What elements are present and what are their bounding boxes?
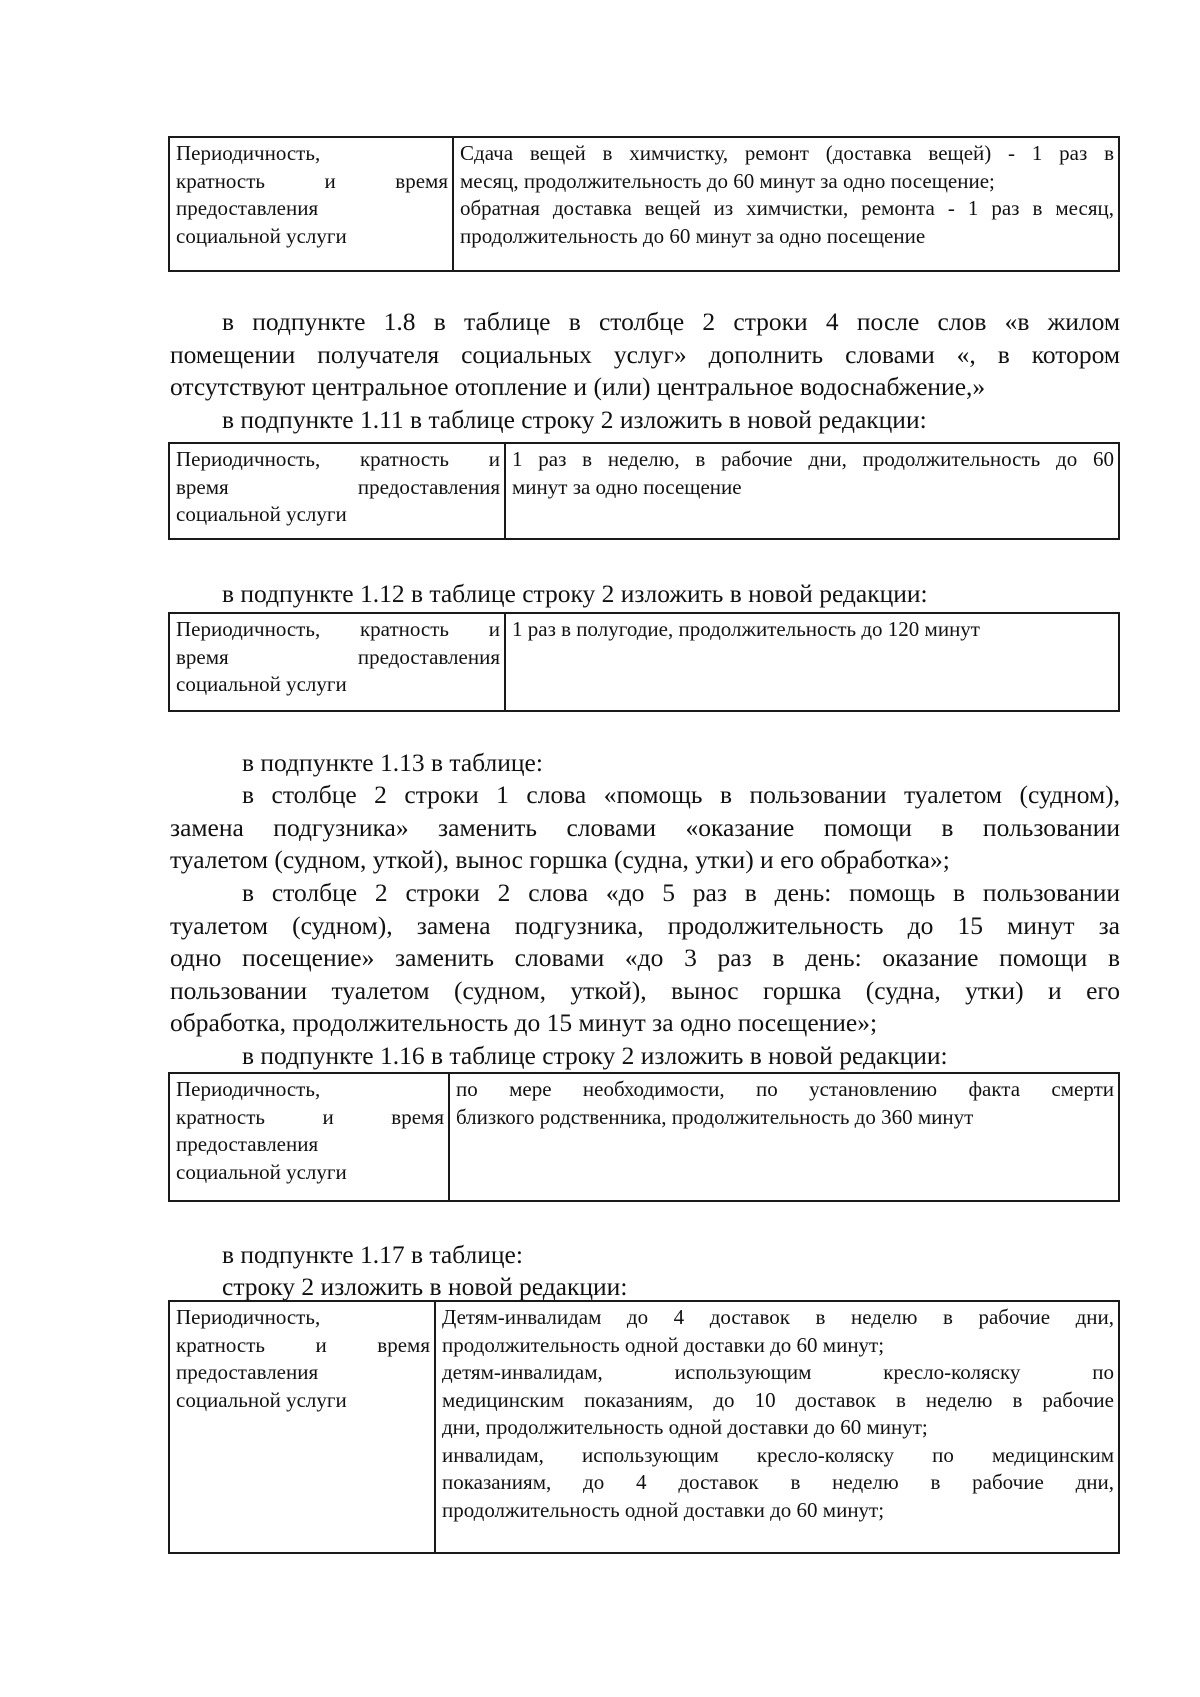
text-line: туалетом (судном), замена подгузника, продолжительность до 15 минут за: [170, 910, 1120, 940]
label-line: социальной услуги: [176, 223, 347, 248]
label-line: кратность и время: [176, 168, 448, 193]
value-line: инвалидам, использующим кресло-коляску по медицинским: [442, 1442, 1114, 1467]
label-line: кратность и время: [176, 1104, 444, 1129]
paragraph-1-12: в подпункте 1.12 в таблице строку 2 изложить в новой редакции:: [222, 579, 928, 608]
label-line: Периодичность, кратность и: [176, 617, 500, 641]
paragraph-1-13-row1: [170, 779, 1120, 877]
text-line: пользовании туалетом (судном, уткой), вынос горшка (судна, утки) и его: [170, 975, 1120, 1005]
label-line: Периодичность,: [176, 141, 321, 165]
text-line: в столбце 2 строки 1 слова «помощь в пользовании туалетом (судном),: [242, 780, 1120, 809]
paragraph-1-11: в подпункте 1.11 в таблице строку 2 изложить в новой редакции:: [222, 405, 927, 434]
table-3: [168, 612, 1120, 712]
table-3-value-cell: [505, 613, 1119, 711]
table-2-label-cell: [169, 443, 505, 539]
paragraph-1-17-row2: строку 2 изложить в новой редакции:: [222, 1272, 628, 1301]
table-4: [168, 1072, 1120, 1202]
label-line: предоставления: [176, 1360, 319, 1384]
table-5-label-cell: [169, 1301, 435, 1553]
value-line: месяц, продолжительность до 60 минут за одно посещение;: [460, 168, 995, 193]
paragraph-1-16: в подпункте 1.16 в таблице строку 2 изложить в новой редакции:: [242, 1041, 948, 1070]
label-line: социальной услуги: [176, 502, 347, 526]
value-line: обратная доставка вещей из химчистки, ремонта - 1 раз в месяц,: [460, 196, 1114, 220]
table-1-label-cell: [169, 137, 453, 271]
label-line: кратность и время: [176, 1332, 430, 1357]
value-line: дни, продолжительность одной доставки до 60 минут;: [442, 1415, 928, 1439]
label-line: Периодичность, кратность и: [176, 447, 500, 471]
text-line: туалетом (судном, уткой), вынос горшка (судна, утки) и его обработка»;: [170, 845, 950, 874]
label-line: время предоставления: [176, 474, 500, 499]
value-line: продолжительность до 60 минут за одно посещение: [460, 223, 926, 248]
text-line: замена подгузника» заменить словами «оказание помощи в пользовании: [170, 812, 1120, 842]
table-4-value-cell: [449, 1073, 1119, 1201]
table-2-value-cell: [505, 443, 1119, 539]
label-line: Периодичность,: [176, 1077, 321, 1101]
text-line: одно посещение» заменить словами «до 3 раз в день: оказание помощи в: [170, 943, 1120, 972]
value-line: по мере необходимости, по установлению факта смерти: [456, 1077, 1114, 1101]
label-line: социальной услуги: [176, 1387, 347, 1412]
label-line: предоставления: [176, 196, 319, 220]
value-line: медицинским показаниям, до 10 доставок в неделю в рабочие: [442, 1387, 1114, 1412]
value-line: близкого родственника, продолжительность до 360 минут: [456, 1104, 974, 1129]
text-line: отсутствуют центральное отопление и (или) центральное водоснабжение,»: [170, 372, 986, 401]
label-line: Периодичность,: [176, 1305, 321, 1329]
table-3-label-cell: [169, 613, 505, 711]
text-line: помещении получателя социальных услуг» дополнить словами «, в котором: [170, 339, 1120, 369]
table-1: [168, 136, 1120, 272]
value-line: продолжительность одной доставки до 60 минут;: [442, 1497, 885, 1522]
table-1-value-cell: [453, 137, 1119, 271]
table-4-label-cell: [169, 1073, 449, 1201]
value-line: Сдача вещей в химчистку, ремонт (доставка вещей) - 1 раз в: [460, 141, 1114, 165]
value-line: Детям-инвалидам до 4 доставок в неделю в рабочие дни,: [442, 1305, 1114, 1329]
label-line: предоставления: [176, 1132, 319, 1156]
value-line: 1 раз в полугодие, продолжительность до 120 минут: [512, 617, 980, 641]
value-line: показаниям, до 4 доставок в неделю в рабочие дни,: [442, 1470, 1114, 1494]
paragraph-1-8: [170, 306, 1120, 404]
value-line: продолжительность одной доставки до 60 минут;: [442, 1332, 885, 1357]
paragraph-1-17: в подпункте 1.17 в таблице:: [222, 1240, 523, 1269]
paragraph-1-13: в подпункте 1.13 в таблице:: [242, 748, 543, 777]
table-5-value-cell: [435, 1301, 1119, 1553]
label-line: социальной услуги: [176, 672, 347, 696]
value-line: 1 раз в неделю, в рабочие дни, продолжительность до 60: [512, 447, 1114, 471]
label-line: социальной услуги: [176, 1159, 347, 1184]
paragraph-1-13-row2: [170, 877, 1120, 1040]
table-5: [168, 1300, 1120, 1554]
value-line: минут за одно посещение: [512, 474, 742, 499]
text-line: обработка, продолжительность до 15 минут за одно посещение»;: [170, 1008, 878, 1037]
text-line: в подпункте 1.8 в таблице в столбце 2 строки 4 после слов «в жилом: [222, 307, 1120, 336]
value-line: детям-инвалидам, использующим кресло-коляску по: [442, 1360, 1114, 1384]
table-2: [168, 442, 1120, 540]
label-line: время предоставления: [176, 644, 500, 669]
text-line: в столбце 2 строки 2 слова «до 5 раз в день: помощь в пользовании: [242, 878, 1120, 907]
